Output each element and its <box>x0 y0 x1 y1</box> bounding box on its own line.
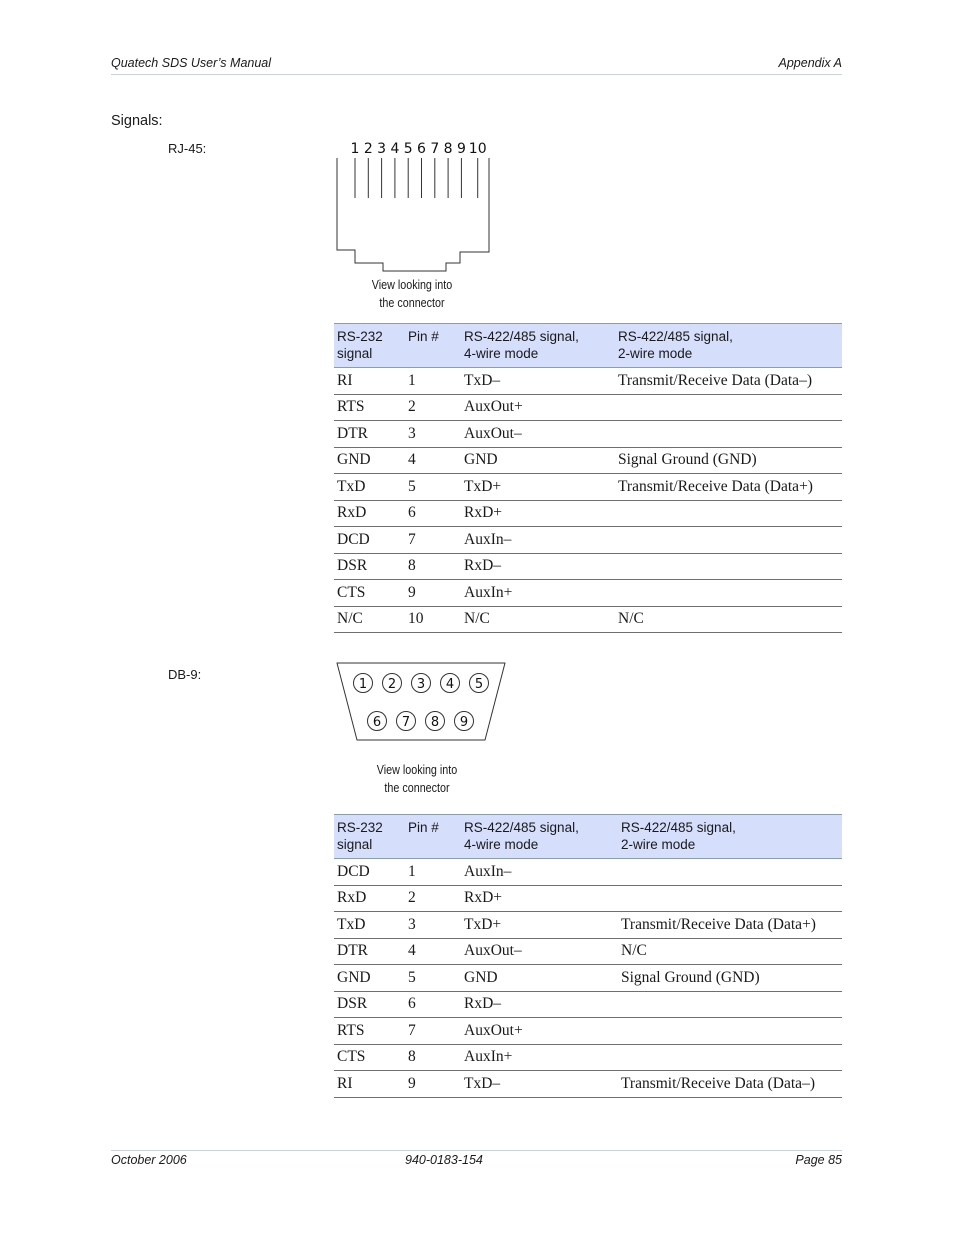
table-cell: DSR <box>334 991 405 1018</box>
table-cell: GND <box>461 965 618 992</box>
db9-caption <box>365 761 468 797</box>
column-header-0 <box>334 324 405 368</box>
column-header-2 <box>461 324 615 368</box>
db9-caption-line-2: the connector <box>384 781 450 795</box>
table-cell: AuxOut– <box>461 421 615 448</box>
column-header-line: signal <box>337 837 373 852</box>
table-cell: DSR <box>334 553 405 580</box>
table-cell: Transmit/Receive Data (Data–) <box>615 368 842 395</box>
column-header-3 <box>618 815 842 859</box>
table-row <box>334 527 842 554</box>
rj45-pin-number: 9 <box>456 141 466 157</box>
table-cell: RxD+ <box>461 885 618 912</box>
footer-doc-number: 940-0183-154 <box>405 1153 483 1167</box>
column-header-line: RS-422/485 signal, <box>618 329 733 344</box>
table-row <box>334 500 842 527</box>
column-header-line: RS-422/485 signal, <box>464 329 579 344</box>
table-cell: 9 <box>405 1071 461 1098</box>
table-cell: TxD– <box>461 368 615 395</box>
table-cell <box>618 1018 842 1045</box>
table-cell: 6 <box>405 991 461 1018</box>
table-row <box>334 368 842 395</box>
table-cell: N/C <box>461 606 615 633</box>
manual-title: Quatech SDS User’s Manual <box>111 56 272 70</box>
column-header-line: RS-422/485 signal, <box>621 820 736 835</box>
table-row <box>334 912 842 939</box>
table-cell: 4 <box>405 938 461 965</box>
column-header-line: Pin # <box>408 820 439 835</box>
rj45-label: RJ-45: <box>168 141 207 156</box>
table-cell: GND <box>334 447 405 474</box>
table-row <box>334 859 842 886</box>
table-header-row <box>334 324 842 368</box>
table-cell: GND <box>461 447 615 474</box>
footer-date: October 2006 <box>111 1153 187 1167</box>
column-header-line: 4-wire mode <box>464 837 539 852</box>
table-cell: DCD <box>334 859 405 886</box>
appendix-label: Appendix A <box>778 56 842 70</box>
table-cell <box>615 500 842 527</box>
table-cell: CTS <box>334 580 405 607</box>
table-cell: Transmit/Receive Data (Data–) <box>618 1071 842 1098</box>
table-cell: AuxIn+ <box>461 1044 618 1071</box>
table-cell: 8 <box>405 1044 461 1071</box>
table-cell: RI <box>334 1071 405 1098</box>
column-header-line: RS-422/485 signal, <box>464 820 579 835</box>
rj45-pin-number: 10 <box>468 141 487 157</box>
table-cell: 4 <box>405 447 461 474</box>
table-cell: Signal Ground (GND) <box>618 965 842 992</box>
table-cell: 5 <box>405 474 461 501</box>
rj45-connector-outline <box>337 158 489 271</box>
table-cell: GND <box>334 965 405 992</box>
rj45-pin-number: 6 <box>417 141 426 157</box>
column-header-line: signal <box>337 346 373 361</box>
db9-connector-diagram <box>334 660 508 744</box>
table-cell: TxD <box>334 912 405 939</box>
table-cell: N/C <box>618 938 842 965</box>
table-cell: RxD– <box>461 553 615 580</box>
table-cell: 8 <box>405 553 461 580</box>
table-cell: TxD+ <box>461 912 618 939</box>
db9-pin-number: 3 <box>416 677 426 692</box>
table-cell: RxD <box>334 885 405 912</box>
table-cell: RxD+ <box>461 500 615 527</box>
table-cell: RxD <box>334 500 405 527</box>
table-cell: AuxIn– <box>461 527 615 554</box>
table-row <box>334 606 842 633</box>
db9-pin-number: 5 <box>474 677 484 692</box>
column-header-3 <box>615 324 842 368</box>
table-row <box>334 965 842 992</box>
table-cell: TxD– <box>461 1071 618 1098</box>
footer-page-number: Page 85 <box>795 1153 842 1167</box>
db9-pin-number: 2 <box>387 677 397 692</box>
column-header-line: 4-wire mode <box>464 346 539 361</box>
db9-pin-number: 1 <box>358 677 368 692</box>
table-row <box>334 885 842 912</box>
table-row <box>334 938 842 965</box>
table-cell: DCD <box>334 527 405 554</box>
table-cell: RTS <box>334 394 405 421</box>
column-header-0 <box>334 815 405 859</box>
table-cell: 3 <box>405 421 461 448</box>
table-row <box>334 1044 842 1071</box>
table-cell: N/C <box>334 606 405 633</box>
table-cell: AuxOut– <box>461 938 618 965</box>
table-cell: 5 <box>405 965 461 992</box>
table-header-row <box>334 815 842 859</box>
table-cell: 2 <box>405 885 461 912</box>
rj45-pin-number: 8 <box>443 141 453 157</box>
table-cell: DTR <box>334 938 405 965</box>
db9-pin-number: 9 <box>459 715 469 730</box>
table-cell: 3 <box>405 912 461 939</box>
table-cell <box>618 1044 842 1071</box>
table-cell: AuxIn+ <box>461 580 615 607</box>
table-cell: 1 <box>405 859 461 886</box>
table-cell <box>615 527 842 554</box>
table-cell: AuxOut+ <box>461 1018 618 1045</box>
rj45-pin-number: 2 <box>363 141 373 157</box>
page-header <box>111 56 842 75</box>
column-header-line: Pin # <box>408 329 439 344</box>
rj45-pin-number: 7 <box>430 141 440 157</box>
table-row <box>334 1071 842 1098</box>
table-cell <box>615 421 842 448</box>
table-cell: Transmit/Receive Data (Data+) <box>615 474 842 501</box>
table-cell: AuxIn– <box>461 859 618 886</box>
table-cell: 7 <box>405 1018 461 1045</box>
table-cell: TxD+ <box>461 474 615 501</box>
column-header-line: 2-wire mode <box>618 346 693 361</box>
page-footer <box>111 1150 842 1169</box>
table-cell: 9 <box>405 580 461 607</box>
table-cell: RI <box>334 368 405 395</box>
table-row <box>334 553 842 580</box>
table-cell: AuxOut+ <box>461 394 615 421</box>
rj45-signal-table <box>334 323 842 633</box>
table-cell: 1 <box>405 368 461 395</box>
column-header-1 <box>405 815 461 859</box>
table-cell <box>615 553 842 580</box>
table-row <box>334 474 842 501</box>
table-row <box>334 1018 842 1045</box>
db9-label: DB-9: <box>168 667 202 682</box>
rj45-caption-line-2: the connector <box>379 296 445 310</box>
table-cell: CTS <box>334 1044 405 1071</box>
db9-pin-number: 7 <box>401 715 411 730</box>
section-title: Signals: <box>111 113 163 129</box>
column-header-2 <box>461 815 618 859</box>
column-header-line: RS-232 <box>337 820 383 835</box>
table-cell: 6 <box>405 500 461 527</box>
rj45-pin-number: 5 <box>403 141 413 157</box>
column-header-1 <box>405 324 461 368</box>
table-cell: TxD <box>334 474 405 501</box>
table-cell: RxD– <box>461 991 618 1018</box>
table-cell: N/C <box>615 606 842 633</box>
table-cell <box>618 859 842 886</box>
rj45-pin-number: 4 <box>390 141 400 157</box>
table-cell: 10 <box>405 606 461 633</box>
table-cell: 2 <box>405 394 461 421</box>
table-cell <box>615 580 842 607</box>
table-row <box>334 394 842 421</box>
rj45-connector-diagram <box>336 138 496 274</box>
rj45-pin-number: 3 <box>377 141 387 157</box>
table-row <box>334 580 842 607</box>
db9-pin-number: 8 <box>430 715 440 730</box>
table-row <box>334 421 842 448</box>
table-cell: Transmit/Receive Data (Data+) <box>618 912 842 939</box>
column-header-line: RS-232 <box>337 329 383 344</box>
table-cell <box>615 394 842 421</box>
table-row <box>334 447 842 474</box>
db9-signal-table <box>334 814 842 1098</box>
db9-pin-number: 4 <box>445 677 455 692</box>
table-cell: DTR <box>334 421 405 448</box>
table-cell: 7 <box>405 527 461 554</box>
rj45-caption-line-1: View looking into <box>371 278 453 292</box>
table-row <box>334 991 842 1018</box>
table-cell: Signal Ground (GND) <box>615 447 842 474</box>
table-cell <box>618 885 842 912</box>
rj45-caption <box>360 276 463 312</box>
column-header-line: 2-wire mode <box>621 837 696 852</box>
table-cell: RTS <box>334 1018 405 1045</box>
db9-caption-line-1: View looking into <box>376 763 458 777</box>
table-cell <box>618 991 842 1018</box>
db9-pin-number: 6 <box>372 715 382 730</box>
rj45-pin-number: 1 <box>350 141 360 157</box>
